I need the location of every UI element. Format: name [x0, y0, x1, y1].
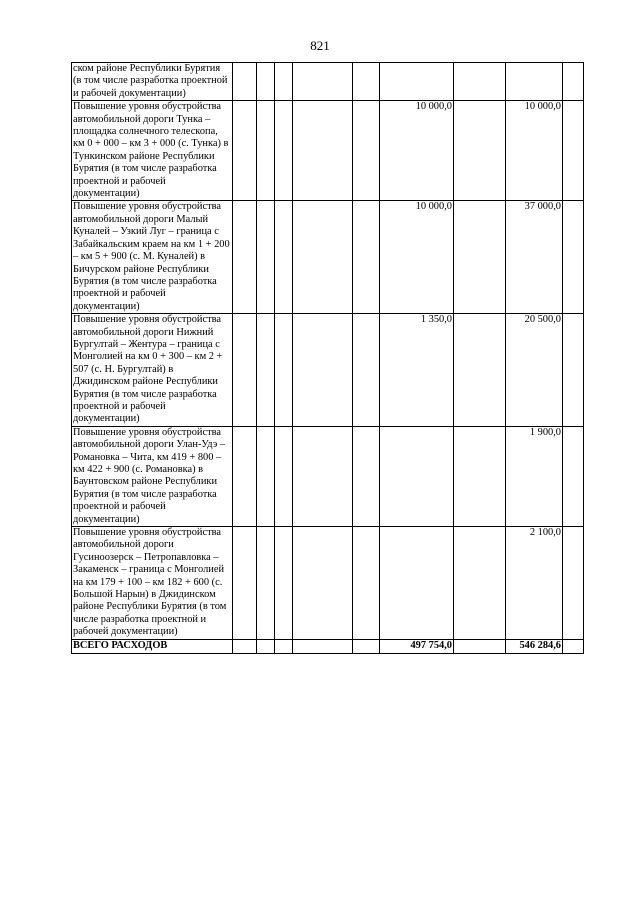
item-value-2: [506, 63, 563, 101]
total-label: ВСЕГО РАСХОДОВ: [72, 639, 233, 653]
table-row: [72, 426, 584, 526]
item-name: Повышение уровня обустройства автомобильной дороги Нижний Бургултай – Жентура – граница с Монголией на км 0 + 300 – км 2 + 507 (с. Н. Бургултай) в Джидинском районе Республики Бурятия (в том числе разработка проектной и рабочей документации): [72, 314, 233, 427]
item-value-2: 2 100,0: [506, 527, 563, 640]
item-value-1: [380, 63, 454, 101]
expenditure-table: [71, 62, 584, 654]
item-value-2: 20 500,0: [506, 314, 563, 427]
item-value-1: [380, 426, 454, 526]
table-row: [72, 201, 584, 314]
table-row: [72, 314, 584, 427]
item-value-2: 1 900,0: [506, 426, 563, 526]
total-value-2: 546 284,6: [506, 639, 563, 653]
table-row: [72, 527, 584, 640]
page-number: 821: [310, 38, 330, 53]
item-value-2: 10 000,0: [506, 101, 563, 201]
item-name: Повышение уровня обустройства автомобильной дороги Малый Куналей – Узкий Луг – граница с Забайкальским краем на км 1 + 200 – км 5 + 900 (с. М. Куналей) в Бичурском районе Республики Бурятия (в том числе разработка проектной и рабочей документации): [72, 201, 233, 314]
item-name: Повышение уровня обустройства автомобильной дороги Гусиноозерск – Петропавловка – Закаменск – граница с Монголией на км 179 + 100 – км 182 + 600 (с. Большой Нарын) в Джидинском районе Республики Бурятия (в том числе разработка проектной и рабочей документации): [72, 527, 233, 640]
table-row: [72, 101, 584, 201]
item-value-1: [380, 527, 454, 640]
total-row: [72, 639, 584, 653]
item-name: Повышение уровня обустройства автомобильной дороги Улан-Удэ – Романовка – Чита, км 419 + 800 – км 422 + 900 (с. Романовка) в Баунтовском районе Республики Бурятия (в том числе разработка проектной и рабочей документации): [72, 426, 233, 526]
item-value-1: 1 350,0: [380, 314, 454, 427]
item-value-2: 37 000,0: [506, 201, 563, 314]
item-name: ском районе Республики Бурятия (в том числе разработка проектной и рабочей документации): [72, 63, 233, 101]
item-value-1: 10 000,0: [380, 201, 454, 314]
total-value-1: 497 754,0: [380, 639, 454, 653]
item-value-1: 10 000,0: [380, 101, 454, 201]
table-row: [72, 63, 584, 101]
item-name: Повышение уровня обустройства автомобильной дороги Тунка – площадка солнечного телескопа, км 0 + 000 – км 3 + 000 (с. Тунка) в Тункинском районе Республики Бурятия (в том числе разработка проектной и рабочей документации): [72, 101, 233, 201]
